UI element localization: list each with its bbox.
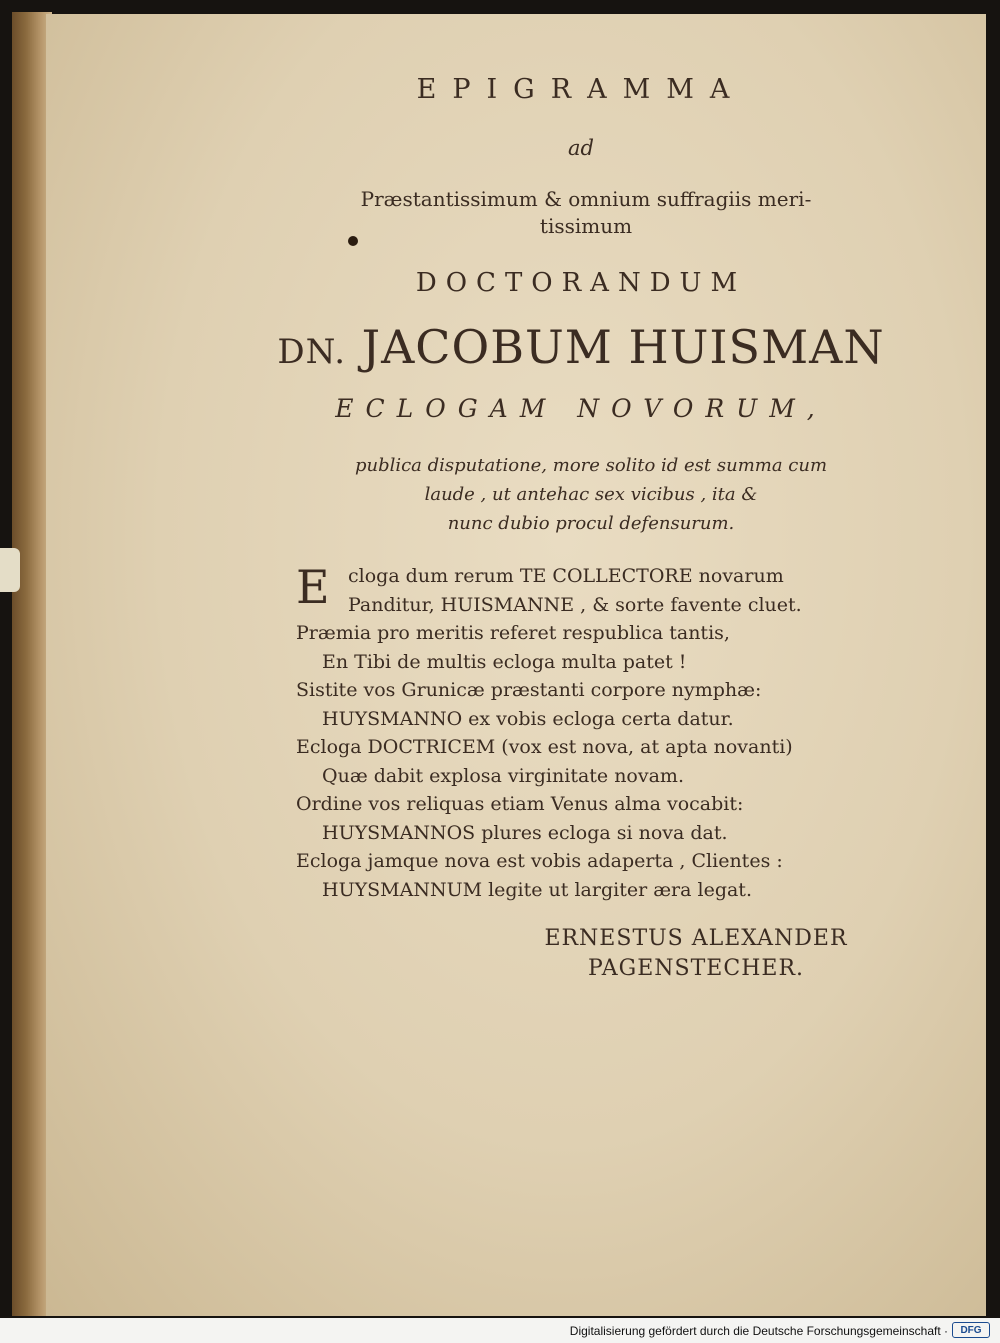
drop-cap: E: [296, 560, 330, 614]
funding-credit: Digitalisierung gefördert durch die Deutsche Forschungsgemeinschaft ·: [569, 1324, 948, 1338]
poem-line: Præmia pro meritis referet respublica tantis,: [296, 622, 730, 644]
subtitle-line: nunc dubio procul defensurum.: [447, 513, 735, 534]
poem-line: Sistite vos Grunicæ præstanti corpore nymphæ:: [296, 679, 762, 701]
dfg-logo: DFG: [952, 1322, 990, 1338]
poem-line: HUYSMANNOS plures ecloga si nova dat.: [322, 821, 728, 844]
poem-line: Panditur, HUISMANNE , & sorte favente cluet.: [348, 593, 802, 616]
subtitle-line: publica disputatione, more solito id est summa cum: [354, 455, 828, 476]
dedication-line: tissimum: [539, 214, 633, 238]
name-prefix: DN.: [277, 332, 347, 372]
poem-line: Ecloga DOCTRICEM (vox est nova, at apta novanti): [296, 736, 793, 758]
candidate-name: [276, 320, 886, 374]
poem-line: Ecloga jamque nova est vobis adaperta , Clientes :: [296, 850, 783, 872]
author-line: ERNESTUS ALEXANDER: [544, 926, 848, 951]
poem-line: En Tibi de multis ecloga multa patet !: [322, 650, 687, 673]
footer-bar: [0, 1318, 1000, 1343]
poem-line: Quæ dabit explosa virginitate novam.: [322, 764, 684, 787]
poem: [296, 562, 926, 904]
dedication-line: Præstantissimum & omnium suffragiis meri-: [360, 187, 812, 211]
title-epigramma: EPIGRAMMA: [416, 74, 746, 105]
name-text: JACOBUM HUISMAN: [361, 320, 885, 374]
subtitle-line: laude , ut antehac sex vicibus , ita &: [424, 484, 758, 505]
subtitle: [296, 451, 886, 538]
dedication: [286, 186, 886, 240]
poem-line: HUYSMANNO ex vobis ecloga certa datur.: [322, 707, 734, 730]
author-line: PAGENSTECHER.: [588, 956, 804, 981]
poem-line: cloga dum rerum TE COLLECTORE novarum: [348, 565, 784, 587]
page-clip: [0, 548, 20, 592]
book-page: [46, 14, 986, 1316]
title-eclogam: ECLOGAM NOVORUM,: [335, 394, 827, 423]
ink-spot: [348, 236, 358, 246]
poem-line: Ordine vos reliquas etiam Venus alma vocabit:: [296, 793, 744, 815]
poem-line: HUYSMANNUM legite ut largiter æra legat.: [322, 878, 752, 901]
title-doctorandum: DOCTORANDUM: [415, 268, 747, 298]
title-ad: ad: [568, 136, 594, 160]
